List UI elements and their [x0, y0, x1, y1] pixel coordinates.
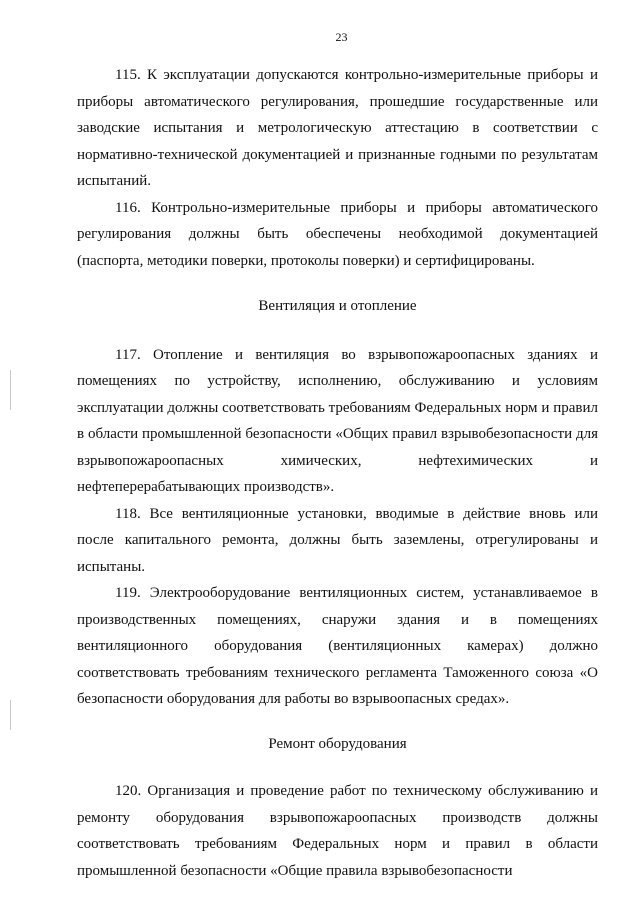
paragraph-120: 120. Организация и проведение работ по техническому обслуживанию и ремонту оборудования взрывопожароопасных производств должны соответствовать требованиям Федеральных норм и правил в области промышленной безопасности «Общие правила взрывобезопасности — [77, 783, 598, 879]
paragraph-119: 119. Электрооборудование вентиляционных систем, устанавливаемое в производственных помещениях, снаружи здания и в помещениях вентиляционного оборудования (вентиляционных камерах) должно соответствовать требованиям технического регламента Таможенного союза «О безопасности оборудования для работы во взрывоопасных средах». — [77, 585, 598, 707]
paragraph-115: 115. К эксплуатации допускаются контрольно-измерительные приборы и приборы автоматического регулирования, прошедшие государственные или заводские испытания и метрологическую аттестацию в соответствии с нормативно-технической документацией и признанные годными по результатам испытаний. — [77, 67, 598, 189]
paragraph-117: 117. Отопление и вентиляция во взрывопожароопасных зданиях и помещениях по устройству, исполнению, обслуживанию и условиям эксплуатации должны соответствовать требованиям Федеральных норм и правил в области промышленной безопасности «Общих правил взрывобезопасности для взрывопожароопасных химических, нефтехимических и нефтеперерабатывающих производств». — [77, 346, 598, 495]
paragraph-118: 118. Все вентиляционные установки, вводимые в действие вновь или после капитального ремонта, должны быть заземлены, отрегулированы и испытаны. — [77, 505, 598, 575]
section-heading-ventilation: Вентиляция и отопление — [258, 298, 417, 314]
paragraph-116: 116. Контрольно-измерительные приборы и приборы автоматического регулирования должны быть обеспечены необходимой документацией (паспорта, методики поверки, протоколы поверки) и сертифицированы. — [77, 199, 598, 269]
page-number: 23 — [335, 30, 348, 44]
section-heading-repair: Ремонт оборудования — [268, 735, 407, 752]
scan-edge-mark — [10, 370, 11, 410]
scan-edge-mark — [10, 700, 11, 730]
